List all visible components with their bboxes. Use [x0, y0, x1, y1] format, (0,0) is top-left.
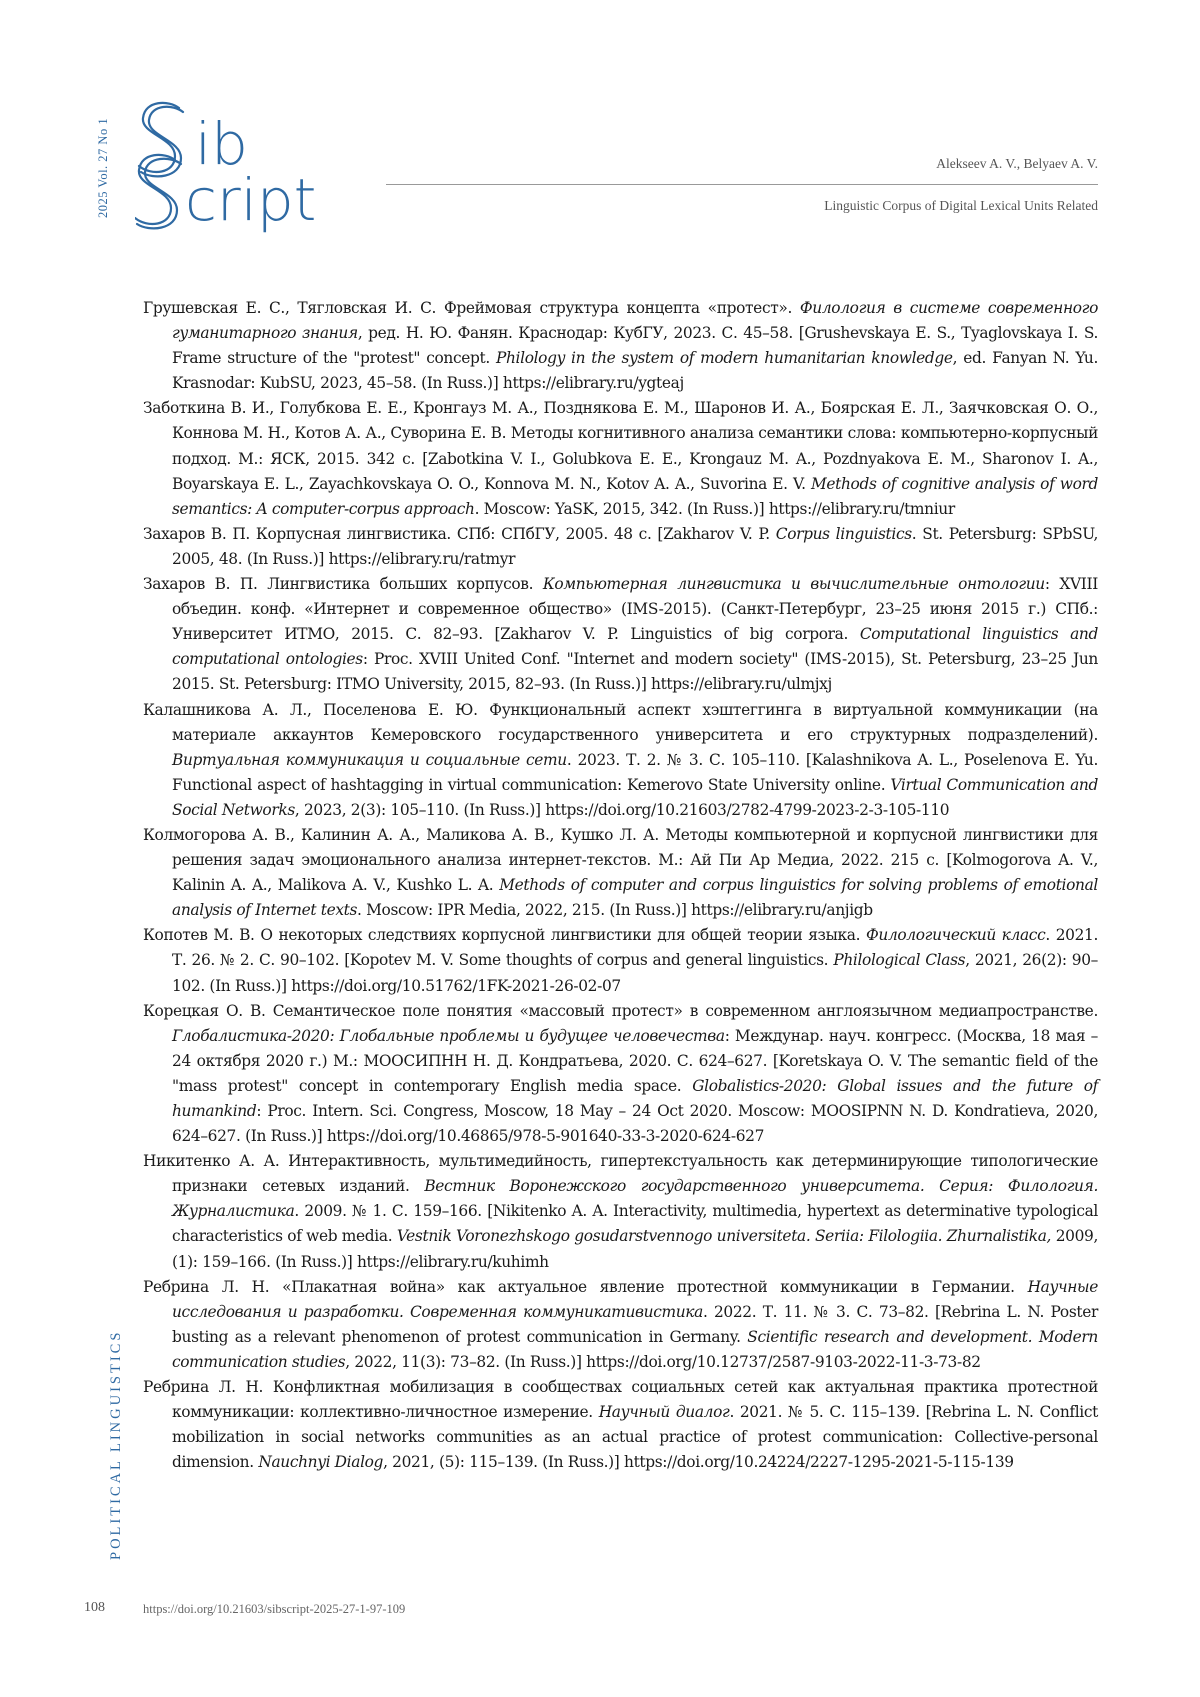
reference-entry: Корецкая О. В. Семантическое поле понятия «массовый протест» в современном англоязычном медиапространстве. Глобалистика-2020: Глобальные проблемы и будущее человечества: Междунар. науч. конгресс. (Москва, 18 мая – 24 октября 2020 г.) М.: МООСИПНН Н. Д. Кондратьева, 2020. С. 624–627. [Koretskaya O. V. The semantic field of the "mass protest" concept in contemporary English media space. Globalistics-2020: Global issues and the future of humankind: Proc. Intern. Sci. Congress, Moscow, 18 May – 24 Oct 2020. Moscow: MOOSIPNN N. D. Kondratieva, 2020, 624–627. (In Russ.)] https://doi.org/10.46865/978-5-901640-33-3-2020-624-627: [143, 1001, 1098, 1146]
reference-entry: Захаров В. П. Корпусная лингвистика. СПб: СПбГУ, 2005. 48 с. [Zakharov V. P. Corpus linguistics. St. Petersburg: SPbSU, 2005, 48. (In Russ.)] https://elibrary.ru/ratmyr: [143, 524, 1099, 568]
reference-entry: Никитенко А. А. Интерактивность, мультимедийность, гипертекстуальность как детерминирующие типологические признаки сетевых изданий. Вестник Воронежского государственного университета. Серия: Филология. Журналистика. 2009. № 1. С. 159–166. [Nikitenko A. A. Interactivity, multimedia, hypertext as determinative typological characteristics of web media. Vestnik Voronezhskogo gosudarstvennogo universiteta. Seriia: Filologiia. Zhurnalistika, 2009, (1): 159–166. (In Russ.)] https://elibrary.ru/kuhimh: [143, 1152, 1099, 1271]
reference-entry: Грушевская Е. С., Тягловская И. С. Фреймовая структура концепта «протест». Филология в системе современного гуманитарного знания, ред. Н. Ю. Фанян. Краснодар: КубГУ, 2023. С. 45–58. [Grushevskaya E. S., Tyaglovskaya I. S. Frame structure of the "protest" concept. Philology in the system of modern humanitarian knowledge, ed. Fanyan N. Yu. Krasnodar: KubSU, 2023, 45–58. (In Russ.)] https://elibrary.ru/ygteaj: [143, 299, 1099, 393]
footer-doi-link[interactable]: https://doi.org/10.21603/sibscript-2025-27-1-97-109: [143, 1602, 406, 1616]
reference-entry: Ребрина Л. Н. «Плакатная война» как актуальное явление протестной коммуникации в Германии. Научные исследования и разработки. Современная коммуникативистика. 2022. Т. 11. № 3. С. 73–82. [Rebrina L. N. Poster busting as a relevant phenomenon of protest communication in Germany. Scientific research and development. Modern communication studies, 2022, 11(3): 73–82. (In Russ.)] https://doi.org/10.12737/2587-9103-2022-11-3-73-82: [143, 1277, 1098, 1371]
volume-label: 2025 Vol. 27 No 1: [96, 117, 110, 218]
svg-text:ib: ib: [195, 110, 248, 178]
reference-entry: Колмогорова А. В., Калинин А. А., Маликова А. В., Кушко Л. А. Методы компьютерной и корпусной лингвистики для решения задач эмоционального анализа интернет-текстов. М.: Ай Пи Ар Медиа, 2022. 215 с. [Kolmogorova A. V., Kalinin A. A., Malikova A. V., Kushko L. A. Methods of computer and corpus linguistics for solving problems of emotional analysis of Internet texts. Moscow: IPR Media, 2022, 215. (In Russ.)] https://elibrary.ru/anjigb: [143, 825, 1098, 920]
reference-entry: Ребрина Л. Н. Конфликтная мобилизация в сообществах социальных сетей как актуальная практика протестной коммуникации: коллективно-личностное измерение. Научный диалог. 2021. № 5. С. 115–139. [Rebrina L. N. Conflict mobilization in social networks communities as an actual practice of protest communication: Collective-personal dimension. Nauchnyi Dialog, 2021, (5): 115–139. (In Russ.)] https://doi.org/10.24224/2227-1295-2021-5-115-139: [143, 1378, 1098, 1472]
running-title: Linguistic Corpus of Digital Lexical Units Related: [824, 198, 1098, 213]
running-authors: Alekseev A. V., Belyaev A. V.: [936, 156, 1098, 171]
reference-entry: Заботкина В. И., Голубкова Е. Е., Кронгауз М. А., Позднякова Е. М., Шаронов И. А., Боярская Е. Л., Заячковская О. О., Коннова М. Н., Котов А. А., Суворина Е. В. Методы когнитивного анализа семантики слова: компьютерно-корпусный подход. М.: ЯСК, 2015. 342 с. [Zabotkina V. I., Golubkova E. E., Krongauz M. A., Pozdnyakova E. M., Sharonov I. A., Boyarskaya E. L., Zayachkovskaya O. O., Konnova M. N., Kotov A. A., Suvorina E. V. Methods of cognitive analysis of word semantics: A computer-corpus approach. Moscow: YaSK, 2015, 342. (In Russ.)] https://elibrary.ru/tmniur: [143, 399, 1098, 518]
section-label: POLITICAL LINGUISTICS: [108, 1329, 124, 1560]
svg-text:cript: cript: [185, 166, 317, 234]
reference-entry: Захаров В. П. Лингвистика больших корпусов. Компьютерная лингвистика и вычислительные онтологии: XVIII объедин. конф. «Интернет и современное общество» (IMS-2015). (Санкт-Петербург, 23–25 июня 2015 г.) СПб.: Университет ИТМО, 2015. С. 82–93. [Zakharov V. P. Linguistics of big corpora. Computational linguistics and computational ontologies: Proc. XVIII United Conf. "Internet and modern society" (IMS-2015), St. Petersburg, 23–25 Jun 2015. St. Petersburg: ITMO University, 2015, 82–93. (In Russ.)] https://elibrary.ru/ulmjxj: [143, 575, 1098, 694]
reference-entry: Копотев М. В. О некоторых следствиях корпусной лингвистики для общей теории языка. Филологический класс. 2021. Т. 26. № 2. С. 90–102. [Kopotev M. V. Some thoughts of corpus and general linguistics. Philological Class, 2021, 26(2): 90–102. (In Russ.)] https://doi.org/10.51762/1FK-2021-26-02-07: [143, 926, 1098, 995]
header-divider: [386, 184, 1098, 185]
reference-entry: Калашникова А. Л., Поселенова Е. Ю. Функциональный аспект хэштеггинга в виртуальной коммуникации (на материале аккаунтов Кемеровского государственного университета и его структурных подразделений). Виртуальная коммуникация и социальные сети. 2023. Т. 2. № 3. С. 105–110. [Kalashnikova A. L., Poselenova E. Yu. Functional aspect of hashtagging in virtual communication: Kemerovo State University online. Virtual Communication and Social Networks, 2023, 2(3): 105–110. (In Russ.)] https://doi.org/10.21603/2782-4799-2023-2-3-105-110: [143, 700, 1098, 819]
page-number: 108: [84, 1600, 105, 1615]
reference-list: [143, 296, 1098, 1475]
journal-logo: [135, 100, 365, 250]
